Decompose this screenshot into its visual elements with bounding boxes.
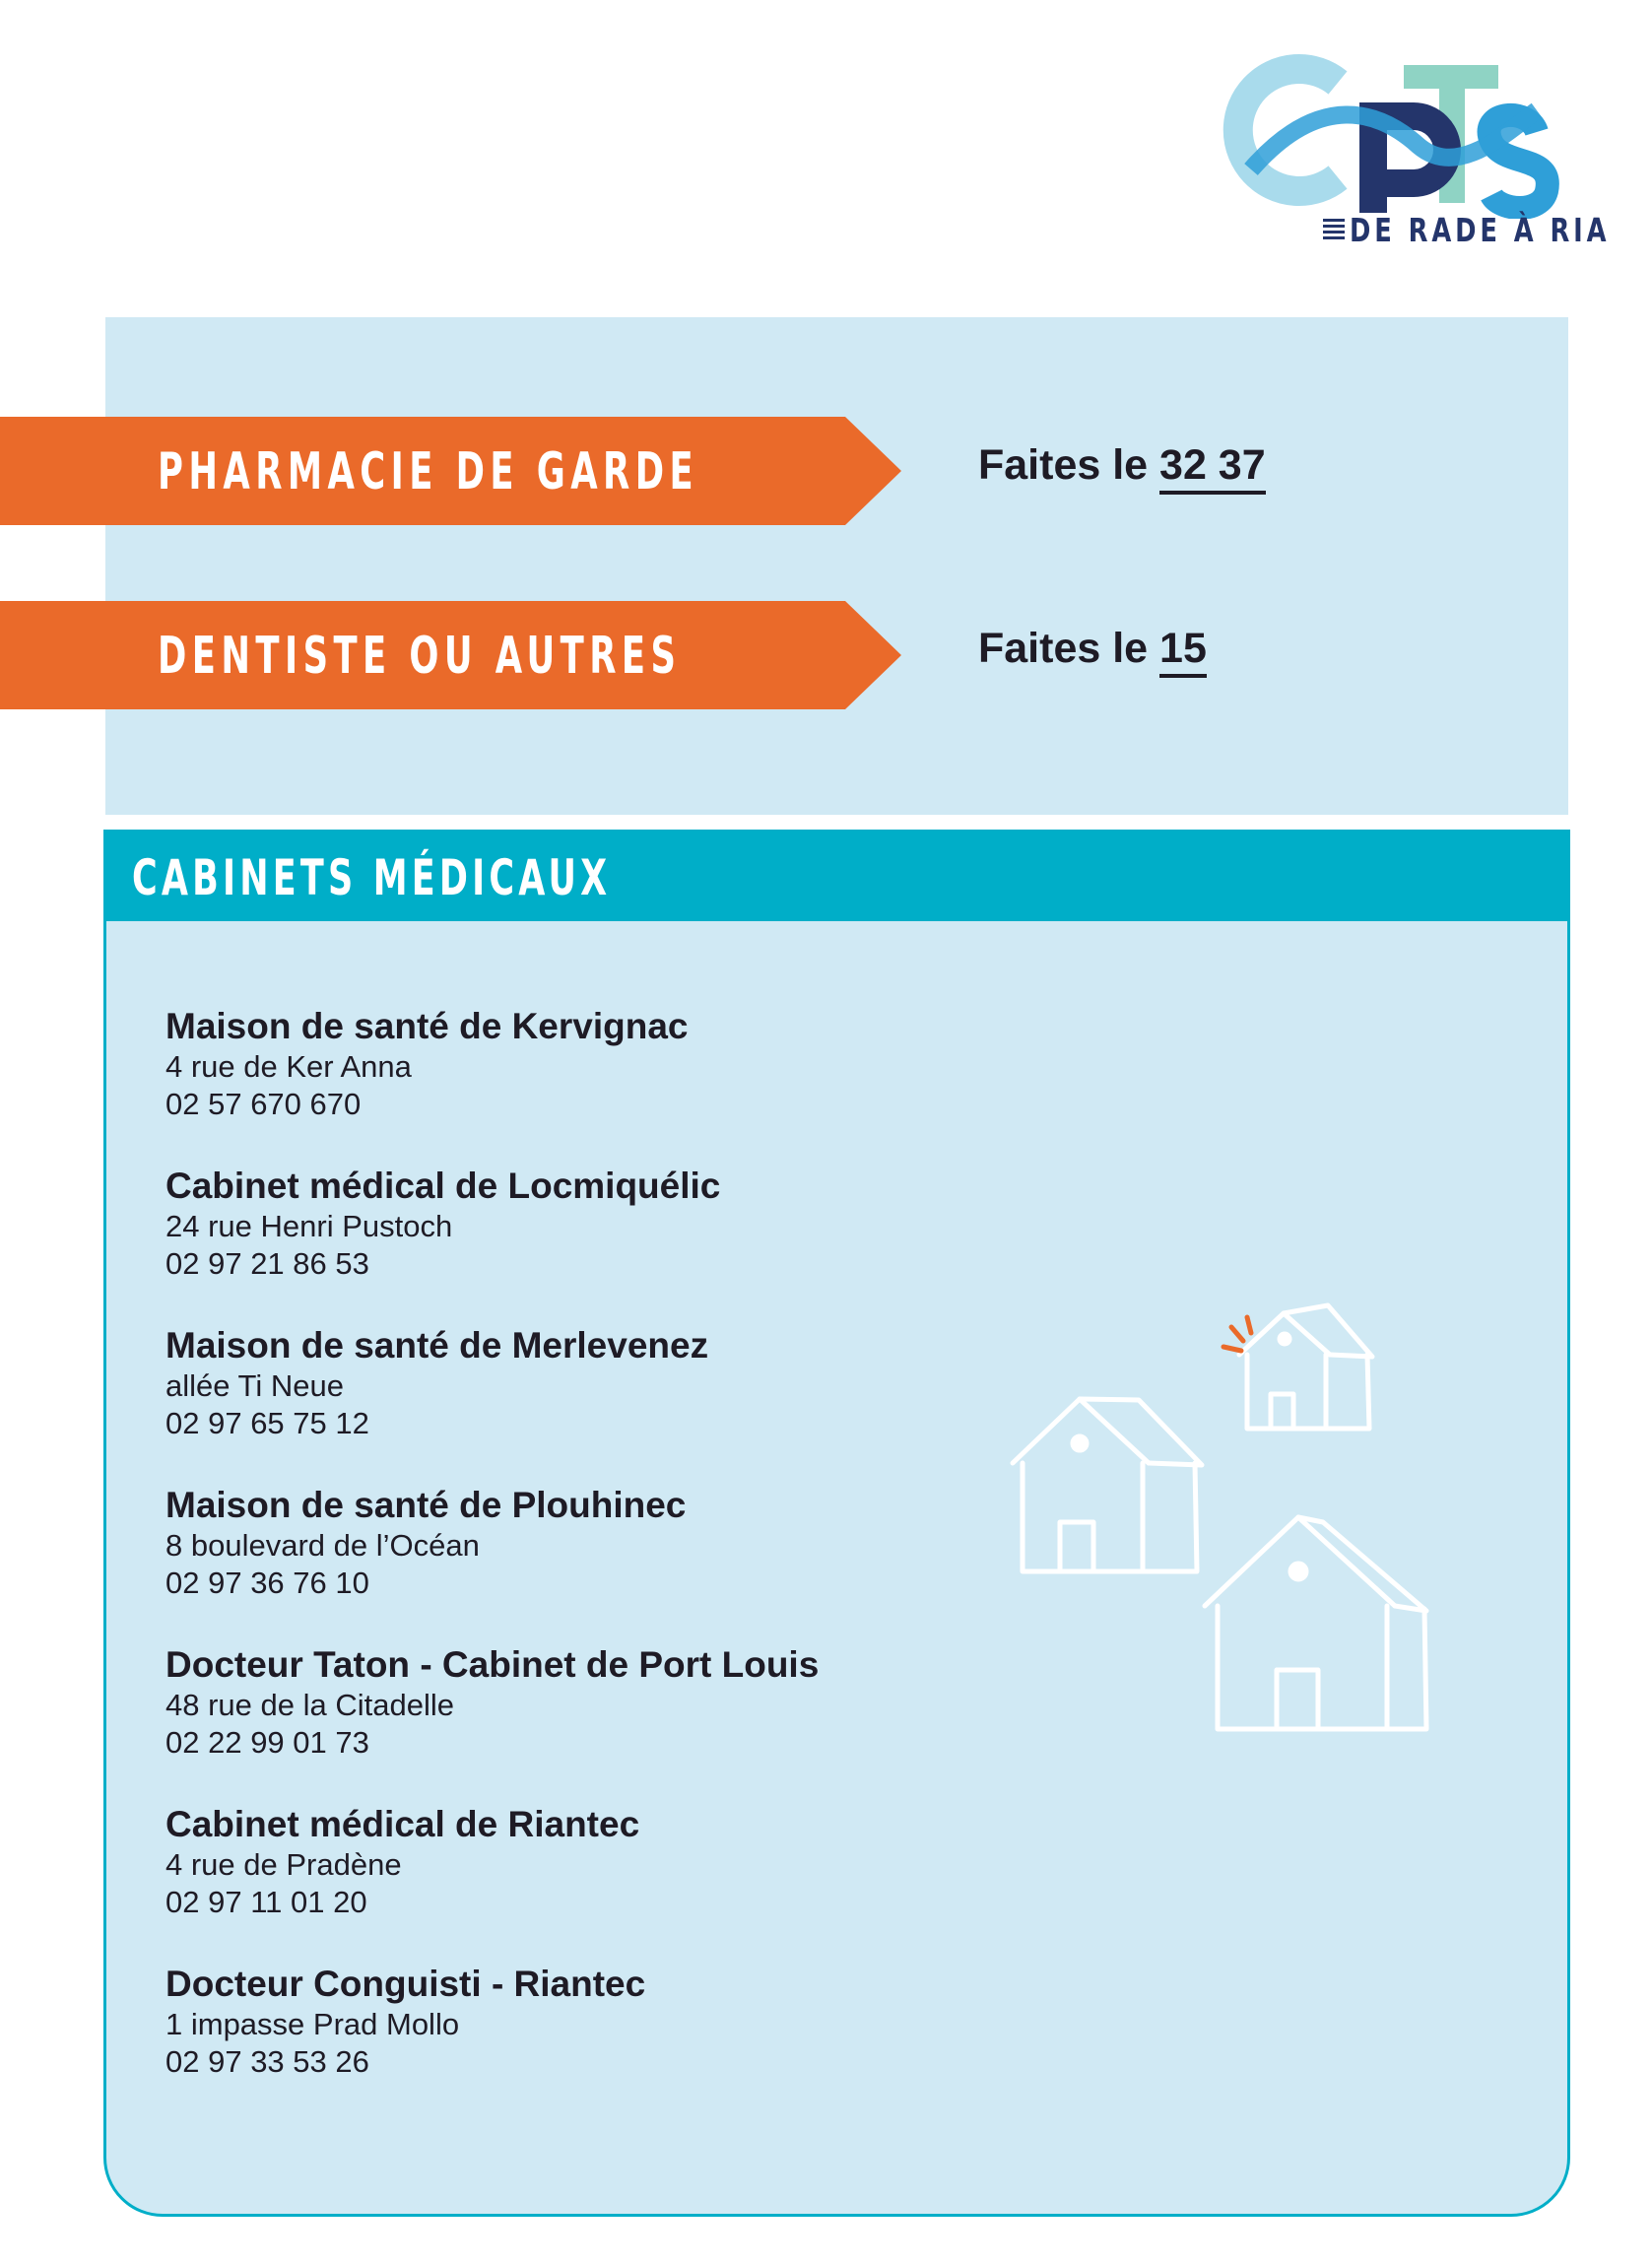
- cabinet-name: Maison de santé de Merlevenez: [165, 1325, 709, 1366]
- house-icon: [1013, 1399, 1202, 1571]
- cabinet-address: 4 rue de Pradène: [165, 1847, 402, 1882]
- call-dentiste: [978, 625, 1207, 673]
- call-dentiste-prefix: Faites le: [978, 625, 1160, 672]
- call-pharmacie: [978, 441, 1266, 490]
- cabinet-phone[interactable]: 02 97 11 01 20: [165, 1885, 367, 1919]
- house-icon: [1239, 1305, 1372, 1429]
- cabinets-header: [106, 833, 1567, 921]
- cabinet-name: Cabinet médical de Locmiquélic: [165, 1166, 721, 1206]
- cabinets-title: CABINETS MÉDICAUX: [132, 849, 612, 906]
- houses-illustration: [993, 1227, 1505, 1739]
- banner-pharmacie-label: PHARMACIE DE GARDE: [158, 442, 699, 501]
- cabinet-name: Docteur Taton - Cabinet de Port Louis: [165, 1644, 820, 1685]
- cabinet-address: allée Ti Neue: [165, 1368, 344, 1403]
- cabinet-item: [165, 1324, 1052, 1484]
- cabinet-item: [165, 1484, 1052, 1643]
- banner-dentiste-label: DENTISTE OU AUTRES: [158, 627, 682, 686]
- cabinet-phone[interactable]: 02 97 65 75 12: [165, 1406, 369, 1440]
- cabinet-item: [165, 1803, 1052, 1963]
- urgences-panel: [105, 317, 1568, 815]
- cabinet-phone[interactable]: 02 57 670 670: [165, 1087, 362, 1121]
- call-pharmacie-number[interactable]: 32 37: [1159, 441, 1266, 495]
- logo-bars: [1323, 219, 1345, 242]
- banner-pharmacie: [0, 417, 901, 525]
- cabinet-name: Cabinet médical de Riantec: [165, 1804, 640, 1844]
- cabinet-phone[interactable]: 02 22 99 01 73: [165, 1725, 369, 1760]
- cpts-logo: [1212, 51, 1611, 258]
- cabinet-phone[interactable]: 02 97 33 53 26: [165, 2044, 369, 2079]
- cpts-logo-mark: [1212, 51, 1576, 219]
- cabinet-item: [165, 1005, 1052, 1165]
- call-dentiste-number[interactable]: 15: [1159, 625, 1207, 678]
- house-icon: [1205, 1517, 1426, 1729]
- cabinet-address: 48 rue de la Citadelle: [165, 1688, 454, 1722]
- cabinet-phone[interactable]: 02 97 21 86 53: [165, 1246, 369, 1281]
- cabinet-address: 4 rue de Ker Anna: [165, 1049, 412, 1084]
- logo-subtitle: DE RADE À RIA: [1350, 211, 1611, 249]
- cabinet-name: Maison de santé de Plouhinec: [165, 1485, 687, 1525]
- cabinet-address: 1 impasse Prad Mollo: [165, 2007, 460, 2041]
- cabinet-item: [165, 1643, 1052, 1803]
- banner-dentiste: [0, 601, 901, 709]
- call-pharmacie-prefix: Faites le: [978, 441, 1160, 489]
- cabinets-list: [165, 1005, 1052, 2122]
- cabinet-phone[interactable]: 02 97 36 76 10: [165, 1566, 369, 1600]
- cabinet-item: [165, 1963, 1052, 2122]
- cabinet-name: Maison de santé de Kervignac: [165, 1006, 689, 1046]
- cabinet-name: Docteur Conguisti - Riantec: [165, 1964, 646, 2004]
- cabinet-address: 24 rue Henri Pustoch: [165, 1209, 453, 1243]
- cabinet-address: 8 boulevard de l’Océan: [165, 1528, 480, 1563]
- cabinet-item: [165, 1165, 1052, 1324]
- cabinets-panel: [103, 830, 1570, 2217]
